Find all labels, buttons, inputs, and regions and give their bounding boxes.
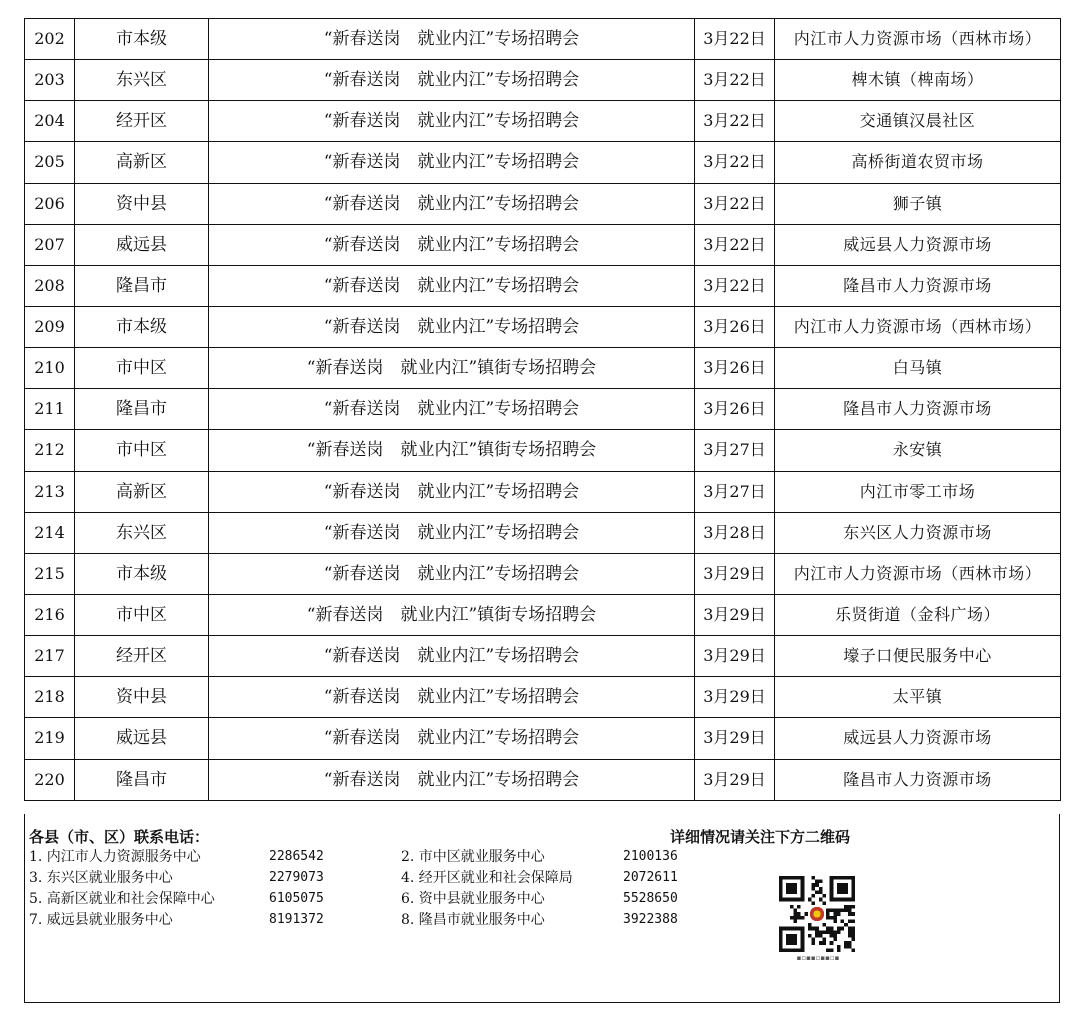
event-title-cell: “新春送岗 就业内江”专场招聘会: [209, 224, 695, 265]
district-cell: 市中区: [75, 594, 209, 635]
table-row: [25, 636, 1061, 677]
qr-heading: 详细情况请关注下方二维码: [670, 828, 851, 846]
venue-cell: 隆昌市人力资源市场: [775, 759, 1061, 800]
event-title-cell: “新春送岗 就业内江”专场招聘会: [209, 306, 695, 347]
row-number: 212: [25, 430, 75, 471]
table-row: [25, 594, 1061, 635]
row-number: 213: [25, 471, 75, 512]
venue-cell: 威远县人力资源市场: [775, 224, 1061, 265]
event-title-cell: “新春送岗 就业内江”专场招聘会: [209, 471, 695, 512]
district-cell: 隆昌市: [75, 265, 209, 306]
row-number: 216: [25, 594, 75, 635]
venue-cell: 高桥街道农贸市场: [775, 142, 1061, 183]
venue-cell: 威远县人力资源市场: [775, 718, 1061, 759]
date-cell: 3月29日: [695, 553, 775, 594]
venue-cell: 乐贤街道（金科广场）: [775, 594, 1061, 635]
contact-phone: 8191372: [269, 912, 324, 927]
date-cell: 3月26日: [695, 306, 775, 347]
date-cell: 3月29日: [695, 718, 775, 759]
row-number: 206: [25, 183, 75, 224]
table-row: [25, 60, 1061, 101]
contact-name: 4. 经开区就业和社会保障局: [401, 870, 573, 886]
date-cell: 3月29日: [695, 677, 775, 718]
row-number: 217: [25, 636, 75, 677]
venue-cell: 狮子镇: [775, 183, 1061, 224]
district-cell: 市中区: [75, 430, 209, 471]
venue-cell: 交通镇汉晨社区: [775, 101, 1061, 142]
contact-name: 8. 隆昌市就业服务中心: [401, 912, 545, 928]
row-number: 215: [25, 553, 75, 594]
district-cell: 市本级: [75, 19, 209, 60]
contact-phone: 2072611: [623, 870, 678, 885]
date-cell: 3月22日: [695, 60, 775, 101]
district-cell: 经开区: [75, 101, 209, 142]
table-row: [25, 183, 1061, 224]
venue-cell: 内江市人力资源市场（西林市场）: [775, 19, 1061, 60]
table-row: [25, 19, 1061, 60]
venue-cell: 太平镇: [775, 677, 1061, 718]
row-number: 214: [25, 512, 75, 553]
table-row: [25, 224, 1061, 265]
table-row: [25, 101, 1061, 142]
district-cell: 隆昌市: [75, 389, 209, 430]
contact-name: 7. 威远县就业服务中心: [29, 912, 173, 928]
date-cell: 3月26日: [695, 389, 775, 430]
district-cell: 市本级: [75, 306, 209, 347]
event-title-cell: “新春送岗 就业内江”专场招聘会: [209, 183, 695, 224]
district-cell: 资中县: [75, 677, 209, 718]
date-cell: 3月29日: [695, 636, 775, 677]
row-number: 211: [25, 389, 75, 430]
event-title-cell: “新春送岗 就业内江”专场招聘会: [209, 718, 695, 759]
row-number: 202: [25, 19, 75, 60]
table-row: [25, 718, 1061, 759]
row-number: 203: [25, 60, 75, 101]
venue-cell: 内江市人力资源市场（西林市场）: [775, 306, 1061, 347]
date-cell: 3月22日: [695, 19, 775, 60]
event-title-cell: “新春送岗 就业内江”专场招聘会: [209, 677, 695, 718]
venue-cell: 永安镇: [775, 430, 1061, 471]
district-cell: 高新区: [75, 471, 209, 512]
row-number: 209: [25, 306, 75, 347]
row-number: 207: [25, 224, 75, 265]
contact-name: 5. 高新区就业和社会保障中心: [29, 891, 215, 907]
event-title-cell: “新春送岗 就业内江”镇街专场招聘会: [209, 430, 695, 471]
date-cell: 3月22日: [695, 224, 775, 265]
contact-phone: 6105075: [269, 891, 324, 906]
date-cell: 3月27日: [695, 430, 775, 471]
row-number: 204: [25, 101, 75, 142]
qr-caption-mark: ▪▫▪▪▫▪▪▫▪: [796, 954, 840, 962]
date-cell: 3月22日: [695, 265, 775, 306]
district-cell: 东兴区: [75, 512, 209, 553]
table-row: [25, 142, 1061, 183]
table-row: [25, 265, 1061, 306]
date-cell: 3月27日: [695, 471, 775, 512]
district-cell: 东兴区: [75, 60, 209, 101]
table-row: [25, 553, 1061, 594]
row-number: 210: [25, 348, 75, 389]
date-cell: 3月28日: [695, 512, 775, 553]
contact-phone: 2100136: [623, 849, 678, 864]
contact-name: 2. 市中区就业服务中心: [401, 849, 545, 865]
event-title-cell: “新春送岗 就业内江”专场招聘会: [209, 636, 695, 677]
event-title-cell: “新春送岗 就业内江”专场招聘会: [209, 265, 695, 306]
row-number: 218: [25, 677, 75, 718]
district-cell: 威远县: [75, 224, 209, 265]
table-row: [25, 512, 1061, 553]
date-cell: 3月29日: [695, 759, 775, 800]
qr-code-icon[interactable]: [779, 876, 855, 952]
date-cell: 3月22日: [695, 142, 775, 183]
contact-footer: [24, 814, 1060, 1003]
event-title-cell: “新春送岗 就业内江”专场招聘会: [209, 19, 695, 60]
venue-cell: 壕子口便民服务中心: [775, 636, 1061, 677]
date-cell: 3月22日: [695, 183, 775, 224]
district-cell: 威远县: [75, 718, 209, 759]
date-cell: 3月22日: [695, 101, 775, 142]
row-number: 219: [25, 718, 75, 759]
venue-cell: 隆昌市人力资源市场: [775, 389, 1061, 430]
contact-phone: 5528650: [623, 891, 678, 906]
table-row: [25, 389, 1061, 430]
event-title-cell: “新春送岗 就业内江”专场招聘会: [209, 759, 695, 800]
contact-phone: 2279073: [269, 870, 324, 885]
table-row: [25, 759, 1061, 800]
venue-cell: 白马镇: [775, 348, 1061, 389]
contact-phone: 3922388: [623, 912, 678, 927]
event-title-cell: “新春送岗 就业内江”镇街专场招聘会: [209, 594, 695, 635]
contact-name: 1. 内江市人力资源服务中心: [29, 849, 201, 865]
table-row: [25, 430, 1061, 471]
district-cell: 市本级: [75, 553, 209, 594]
contact-name: 3. 东兴区就业服务中心: [29, 870, 173, 886]
schedule-table: [24, 18, 1061, 801]
row-number: 208: [25, 265, 75, 306]
event-title-cell: “新春送岗 就业内江”专场招聘会: [209, 142, 695, 183]
event-title-cell: “新春送岗 就业内江”镇街专场招聘会: [209, 348, 695, 389]
district-cell: 经开区: [75, 636, 209, 677]
event-title-cell: “新春送岗 就业内江”专场招聘会: [209, 60, 695, 101]
venue-cell: 内江市人力资源市场（西林市场）: [775, 553, 1061, 594]
row-number: 205: [25, 142, 75, 183]
event-title-cell: “新春送岗 就业内江”专场招聘会: [209, 389, 695, 430]
event-title-cell: “新春送岗 就业内江”专场招聘会: [209, 101, 695, 142]
venue-cell: 内江市零工市场: [775, 471, 1061, 512]
venue-cell: 椑木镇（椑南场）: [775, 60, 1061, 101]
event-title-cell: “新春送岗 就业内江”专场招聘会: [209, 553, 695, 594]
contact-heading: 各县（市、区）联系电话：: [29, 828, 210, 846]
table-row: [25, 306, 1061, 347]
table-row: [25, 471, 1061, 512]
district-cell: 资中县: [75, 183, 209, 224]
contact-phone: 2286542: [269, 849, 324, 864]
district-cell: 隆昌市: [75, 759, 209, 800]
venue-cell: 隆昌市人力资源市场: [775, 265, 1061, 306]
date-cell: 3月26日: [695, 348, 775, 389]
district-cell: 市中区: [75, 348, 209, 389]
row-number: 220: [25, 759, 75, 800]
table-row: [25, 348, 1061, 389]
district-cell: 高新区: [75, 142, 209, 183]
job-fair-schedule: [24, 18, 1060, 801]
date-cell: 3月29日: [695, 594, 775, 635]
venue-cell: 东兴区人力资源市场: [775, 512, 1061, 553]
schedule-rows: [25, 19, 1061, 801]
table-row: [25, 677, 1061, 718]
contact-name: 6. 资中县就业服务中心: [401, 891, 545, 907]
event-title-cell: “新春送岗 就业内江”专场招聘会: [209, 512, 695, 553]
